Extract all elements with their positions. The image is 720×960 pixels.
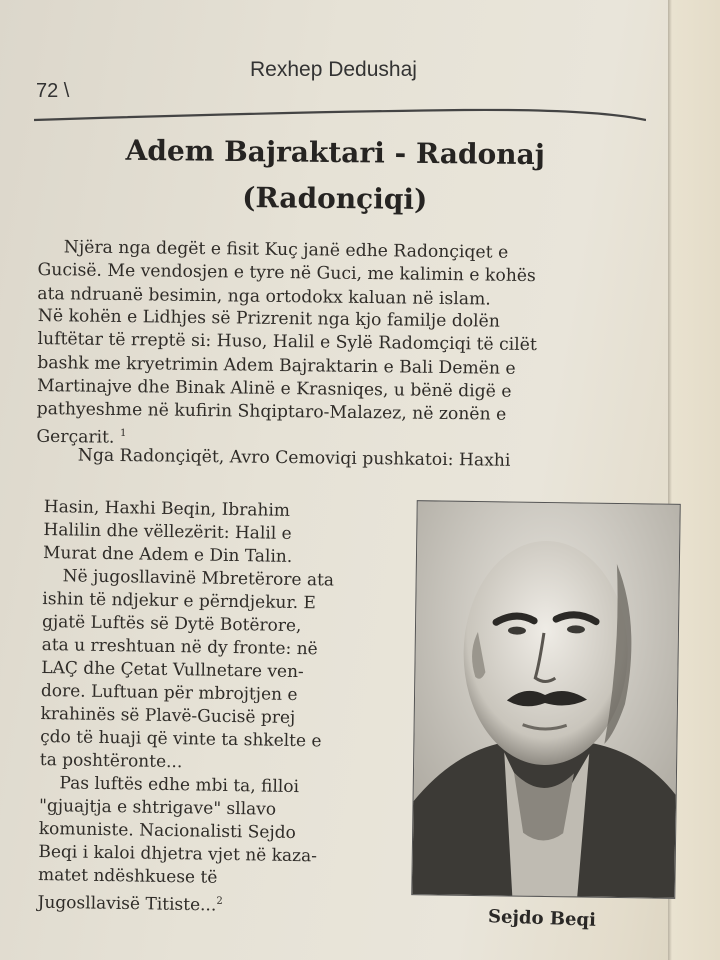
text-line: ta poshtëronte... — [39, 749, 183, 773]
photo-caption: Sejdo Beqi — [487, 906, 597, 931]
text-line: gjatë Luftës së Dytë Botërore, — [41, 611, 302, 637]
portrait-photo — [411, 500, 680, 899]
page-header — [34, 58, 646, 118]
text-line: Halilin dhe vëllezërit: Halil e — [43, 519, 292, 544]
text-line: pathyeshme në kufirin Shqiptaro-Malazez, në zonën e — [36, 399, 507, 425]
footnote-marker: 1 — [119, 428, 127, 440]
text-line-content: Gerçarit. — [36, 427, 115, 449]
header-rule — [34, 108, 646, 122]
text-line: ishin të ndjekur e përndjekur. E — [42, 588, 317, 614]
text-line: Nga Radonçiqët, Avro Cemoviqi pushkatoi: Haxhi — [77, 445, 511, 471]
chapter-title-line-1: Adem Bajraktari - Radonaj — [125, 133, 546, 172]
text-line: Në jugosllavinë Mbretërore ata — [62, 566, 335, 591]
text-line: Murat dne Adem e Din Talin. — [42, 542, 293, 567]
text-line: LAÇ dhe Çetat Vullnetare ven- — [41, 657, 304, 683]
paragraph-2 — [36, 305, 638, 457]
running-head-author: Rexhep Dedushaj — [250, 58, 417, 81]
text-line: Hasin, Haxhi Beqin, Ibrahim — [43, 496, 291, 521]
text-line: Në kohën e Lidhjes së Prizrenit nga kjo familje dolën — [37, 305, 500, 332]
chapter-title-line-2: (Radonçiqi) — [242, 181, 428, 216]
portrait-illustration — [412, 501, 679, 898]
text-line: Pas luftës edhe mbi ta, filloi — [59, 773, 300, 798]
text-line: dore. Luftuan për mbrojtjen e — [40, 680, 298, 706]
text-line: bashk me kryetrimin Adem Bajraktarin e Bali Demën e — [37, 352, 516, 379]
text-line — [37, 887, 407, 920]
text-line: ata u rreshtuan në dy fronte: në — [41, 634, 318, 660]
narrow-column-text — [37, 496, 414, 920]
text-line: çdo të huaji që vinte ta shkelte e — [40, 726, 322, 752]
text-line: ata ndruanë besimin, nga ortodokx kaluan në islam. — [37, 283, 491, 310]
text-line: Gucisë. Me vendosjen e tyre në Guci, me kalimin e kohës — [37, 260, 536, 287]
text-line: Beqi i kaloi dhjetra vjet në kaza- — [38, 841, 318, 867]
text-line-content: Jugosllavisë Titiste... — [37, 892, 217, 916]
chapter-title — [50, 127, 621, 225]
text-line: krahinës së Plavë-Gucisë prej — [40, 703, 296, 728]
paragraph-1 — [37, 236, 638, 313]
text-line: Njëra nga degët e fisit Kuç janë edhe Radonçiqet e — [63, 237, 509, 263]
text-line: komuniste. Nacionalisti Sejdo — [38, 818, 296, 843]
footnote-marker: 2 — [216, 895, 223, 907]
text-line: matet ndëshkuese të — [37, 864, 218, 888]
text-line: Martinajve dhe Binak Alinë e Krasniqes, u bënë digë e — [36, 375, 512, 402]
text-line: "gjuajtja e shtrigave" sllavo — [38, 795, 277, 820]
page-number: 72 \ — [36, 80, 70, 102]
text-line: luftëtar të rreptë si: Huso, Halil e Sylë Radomçiqi të cilët — [37, 329, 537, 356]
